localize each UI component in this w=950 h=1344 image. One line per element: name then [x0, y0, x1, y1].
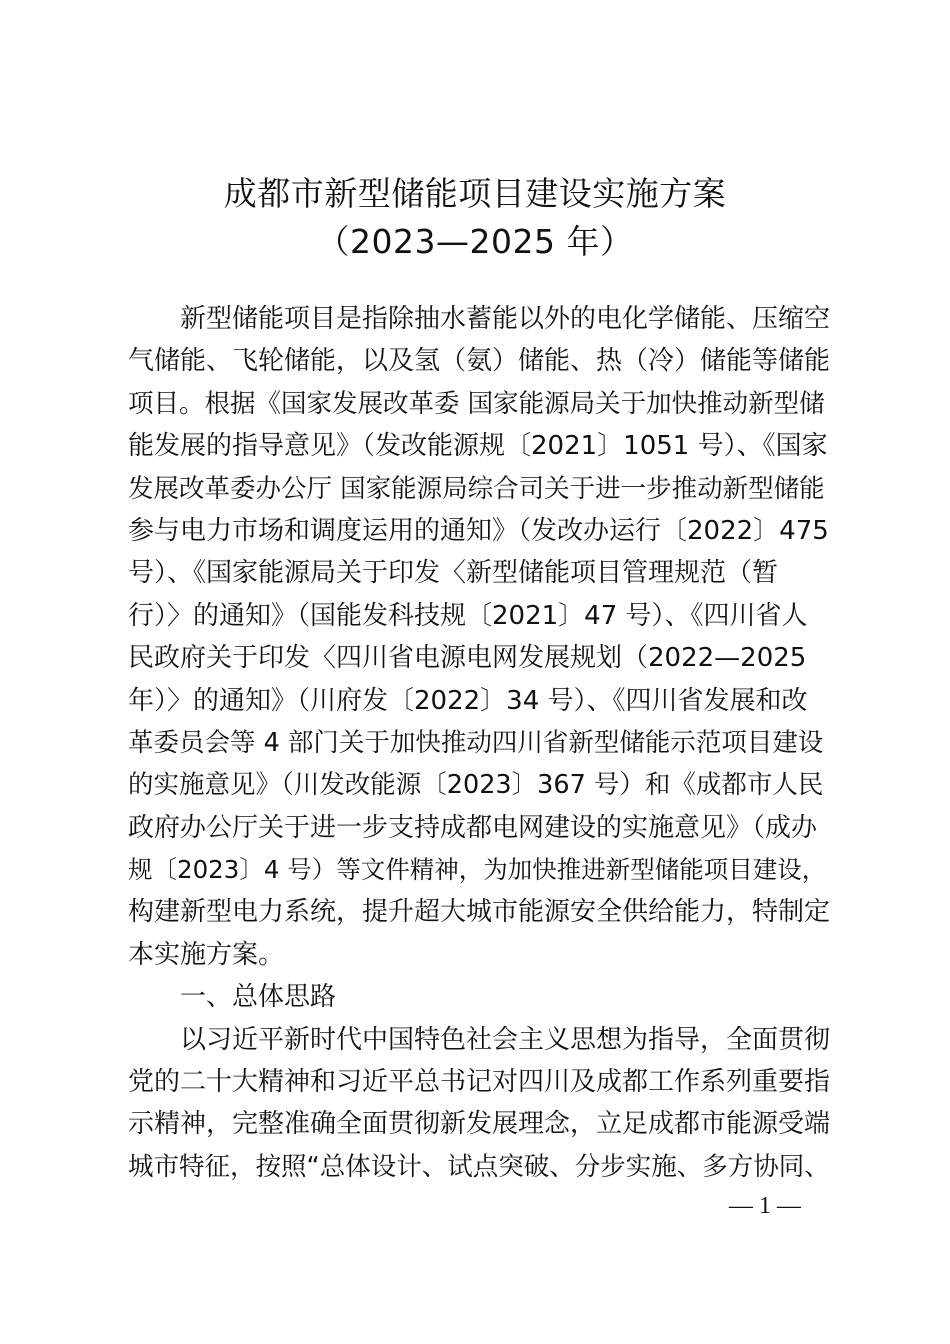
document-subtitle-years: （2023—2025 年）: [316, 222, 634, 261]
paragraph-line: 行）〉的通知》（国能发科技规〔2021〕47 号）、《四川省人: [128, 600, 808, 631]
paragraph-line: 号）、《国家能源局关于印发〈新型储能项目管理规范（暂: [128, 558, 779, 589]
paragraph-line: 示精神，完整准确全面贯彻新发展理念，立足成都市能源受端: [128, 1109, 831, 1140]
paragraph-line: 的实施意见》（川发改能源〔2023〕367 号）和《成都市人民: [128, 770, 824, 801]
paragraph-line: 新型储能项目是指除抽水蓄能以外的电化学储能、压缩空: [180, 304, 831, 334]
paragraph-line: 党的二十大精神和习近平总书记对四川及成都工作系列重要指: [128, 1067, 831, 1098]
paragraph-line: 参与电力市场和调度运用的通知》（发改办运行〔2022〕475: [128, 515, 829, 546]
paragraph-line: 项目。根据《国家发展改革委 国家能源局关于加快推动新型储: [128, 388, 825, 419]
paragraph-line: 以习近平新时代中国特色社会主义思想为指导，全面贯彻: [180, 1024, 831, 1055]
paragraph-line: 气储能、飞轮储能，以及氢（氨）储能、热（冷）储能等储能: [128, 346, 831, 377]
paragraph-line: 民政府关于印发〈四川省电源电网发展规划（2022—2025: [128, 643, 807, 674]
paragraph-line: 年）〉的通知》（川府发〔2022〕34 号）、《四川省发展和改: [128, 685, 808, 716]
paragraph-line: 发展改革委办公厅 国家能源局综合司关于进一步推动新型储能: [128, 473, 825, 504]
paragraph-line: 能发展的指导意见》（发改能源规〔2021〕1051 号）、《国家: [128, 431, 828, 462]
paragraph-line: 革委员会等 4 部门关于加快推动四川省新型储能示范项目建设: [128, 727, 824, 758]
paragraph-line: 本实施方案。: [128, 939, 285, 970]
paragraph-line: 构建新型电力系统，提升超大城市能源安全供给能力，特制定: [128, 897, 831, 928]
document-title: 成都市新型储能项目建设实施方案: [223, 174, 727, 213]
paragraph-line: 政府办公厅关于进一步支持成都电网建设的实施意见》（成办: [128, 812, 818, 843]
paragraph-line: 规〔2023〕4 号）等文件精神，为加快推进新型储能项目建设，: [128, 855, 827, 885]
section-heading: 一、总体思路: [180, 982, 337, 1013]
paragraph-line: 城市特征，按照“总体设计、试点突破、分步实施、多方协同、: [128, 1151, 830, 1182]
page-number: — 1 —: [729, 1193, 801, 1219]
body-text: [128, 298, 832, 1188]
